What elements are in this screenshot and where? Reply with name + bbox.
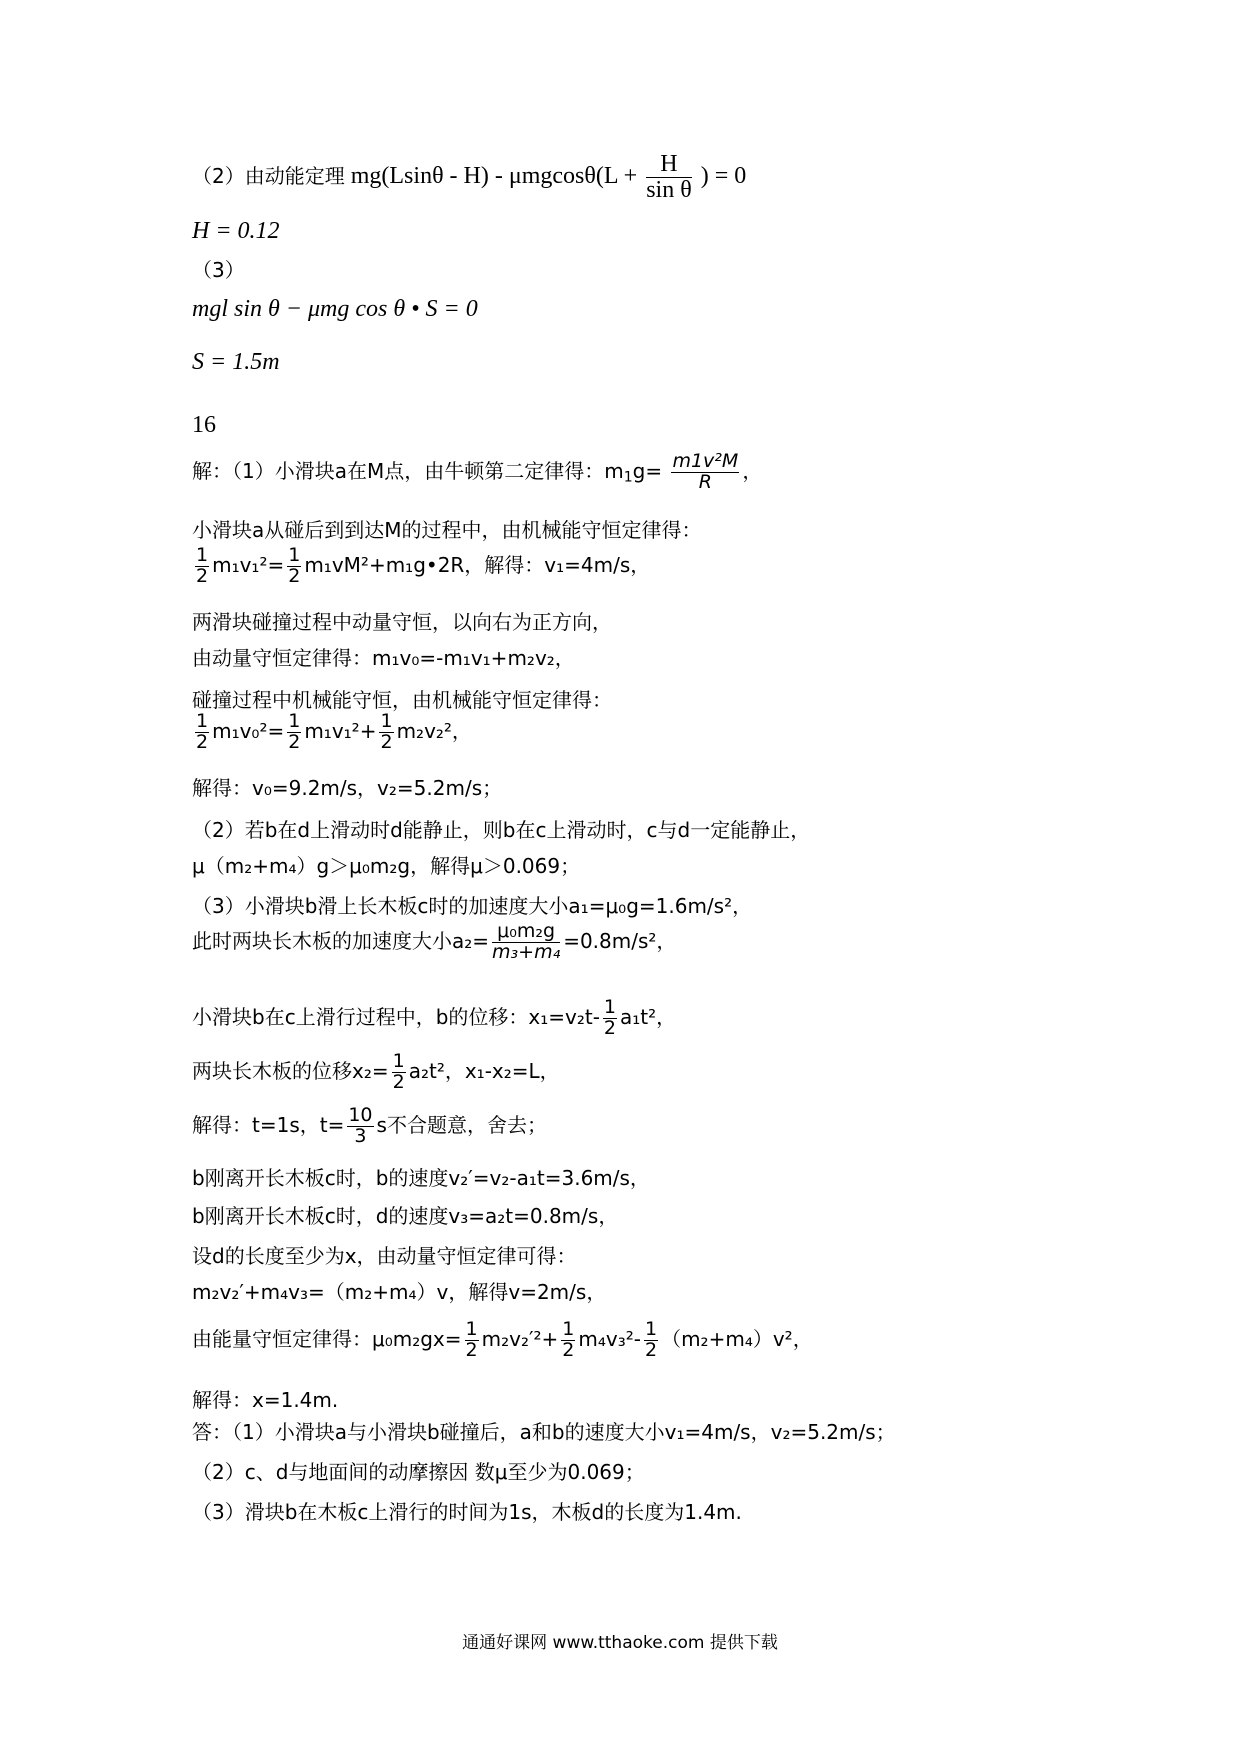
q16-l1-text: 解：（1）小滑块a在M点，由牛顿第二定律得：m [192,458,624,483]
half-num: 1 [465,1318,478,1340]
part2-fraction [646,152,692,203]
q16-l13-text: 小滑块b在c上滑行过程中，b的位移：x₁=v₂t- [192,1004,600,1029]
half-den: 2 [196,564,209,587]
answer-line-2: （2）c、d与地面间的动摩擦因 数μ至少为0.069； [192,1460,645,1484]
part3-label: （3） [192,258,245,282]
half-den: 2 [380,730,393,753]
q16-line-3 [192,546,650,587]
part2-frac-num: H [646,152,692,178]
q16-line-10: μ（m₂+m₄）g＞μ₀m₂g，解得μ＞0.069； [192,854,581,878]
q16-l1-fraction [671,452,739,493]
q16-line-11: （3）小滑块b滑上长木板c时的加速度大小a₁=μ₀g=1.6m/s²， [192,894,753,918]
q16-line-7 [192,712,472,753]
q16-line-12 [192,922,676,963]
q16-line-16: b刚离开长木板c时，b的速度v₂′=v₂-a₁t=3.6m/s， [192,1166,650,1190]
q16-l15-num: 10 [348,1104,373,1126]
part2-expression: mg(Lsinθ - H) - μmgcosθ(L + [350,163,644,190]
q16-l13-half [603,998,617,1039]
part2-label: （2）由动能定理 [192,164,345,189]
q16-l14-half [392,1052,406,1093]
half-den: 2 [465,1338,478,1361]
q16-l7-half-3 [379,712,393,753]
q16-line-18: 设d的长度至少为x，由动量守恒定律可得： [192,1244,577,1268]
q16-l20-half-3 [644,1320,658,1361]
q16-l1-frac-num: m1v²M [672,450,739,472]
q16-line-8: 解得：v₀=9.2m/s，v₂=5.2m/s； [192,776,503,800]
q16-line-6: 碰撞过程中机械能守恒，由机械能守恒定律得： [192,688,612,712]
half-num: 1 [288,544,301,566]
half-den: 2 [603,1016,617,1039]
half-den: 2 [196,730,209,753]
question-number: 16 [192,412,216,438]
q16-l20-text: 由能量守恒定律得：μ₀m₂gx= [192,1326,462,1351]
q16-l20-half-1 [465,1320,479,1361]
q16-line-13 [192,998,676,1039]
half-num: 1 [380,710,393,732]
q16-line-20 [192,1320,813,1361]
q16-l20-half-2 [561,1320,575,1361]
q16-line-9: （2）若b在d上滑动时d能静止，则b在c上滑动时，c与d一定能静止， [192,818,811,842]
q16-l3-half-2 [287,546,301,587]
q16-l20-term-a: m₂v₂′²+ [481,1326,559,1351]
half-num: 1 [644,1318,658,1340]
q16-l14-text: 两块长木板的位移x₂= [192,1058,389,1083]
q16-l12-text: 此时两块长木板的加速度大小a₂= [192,928,490,953]
q16-l1-sub: 1 [623,469,633,486]
q16-l1-frac-den: R [698,470,712,493]
half-den: 2 [288,564,301,587]
q16-l7-half-1 [195,712,209,753]
half-num: 1 [392,1050,405,1072]
half-num: 1 [603,996,617,1018]
q16-l3-half-1 [195,546,209,587]
q16-line-14 [192,1052,560,1093]
q16-l15-fraction [347,1106,373,1147]
part3-result: S = 1.5m [192,349,280,375]
q16-l1-post: ， [742,458,763,483]
half-num: 1 [196,544,209,566]
q16-l13-post: a₁t²， [620,1004,677,1029]
q16-l7-term-3: m₂v₂²， [396,718,472,743]
half-num: 1 [196,710,209,732]
q16-line-15 [192,1106,547,1147]
q16-l7-term-1: m₁v₀²= [212,718,285,743]
q16-line-17: b刚离开长木板c时，d的速度v₃=a₂t=0.8m/s， [192,1204,619,1228]
q16-l14-post: a₂t²，x₁-x₂=L， [408,1058,560,1083]
half-num: 1 [562,1318,575,1340]
q16-line-1 [192,452,762,493]
q16-l7-term-2: m₁v₁²+ [304,718,377,743]
q16-l12-post: =0.8m/s²， [563,928,677,953]
half-num: 1 [288,710,301,732]
q16-l15-post: s不合题意，舍去； [376,1112,547,1137]
q16-l1-mid: g= [632,458,663,483]
part2-result: H = 0.12 [192,218,280,244]
part2-expression-end: ) = 0 [700,163,747,190]
q16-l20-term-b: m₄v₃²- [578,1326,641,1351]
q16-l3-term-2: m₁vM² [304,552,369,577]
q16-l12-num: μ₀m₂g [492,922,560,943]
half-den: 2 [644,1338,658,1361]
part3-equation: mgl sin θ − μmg cos θ • S = 0 [192,296,478,322]
part2-frac-den: sin θ [646,177,692,204]
q16-l12-den: m₃+m₄ [492,940,561,963]
q16-l15-text: 解得：t=1s，t= [192,1112,345,1137]
half-den: 2 [392,1070,405,1093]
answer-line-3: （3）滑块b在木板c上滑行的时间为1s，木板d的长度为1.4m. [192,1500,742,1524]
q16-line-2: 小滑块a从碰后到到达M的过程中，由机械能守恒定律得： [192,518,702,542]
q16-line-4: 两滑块碰撞过程中动量守恒，以向右为正方向， [192,610,612,634]
q16-line-5: 由动量守恒定律得：m₁v₀=-m₁v₁+m₂v₂， [192,646,575,670]
half-den: 2 [562,1338,575,1361]
q16-line-19: m₂v₂′+m₄v₃=（m₂+m₄）v，解得v=2m/s， [192,1280,607,1304]
q16-l7-half-2 [287,712,301,753]
half-den: 2 [288,730,301,753]
q16-l3-tail: +m₁g•2R，解得：v₁=4m/s， [368,552,651,577]
answer-line-1: 答：（1）小滑块a与小滑块b碰撞后，a和b的速度大小v₁=4m/s，v₂=5.2m/s； [192,1420,896,1444]
q16-l15-den: 3 [354,1124,367,1147]
q16-l20-term-c: （m₂+m₄）v²， [661,1326,813,1351]
part2-equation-line [192,152,746,203]
q16-l12-fraction [492,922,560,963]
q16-l3-term-1: m₁v₁²= [212,552,285,577]
q16-line-21: 解得：x=1.4m. [192,1388,339,1412]
footer-source: 通通好课网 www.tthaoke.com 提供下载 [462,1633,778,1653]
